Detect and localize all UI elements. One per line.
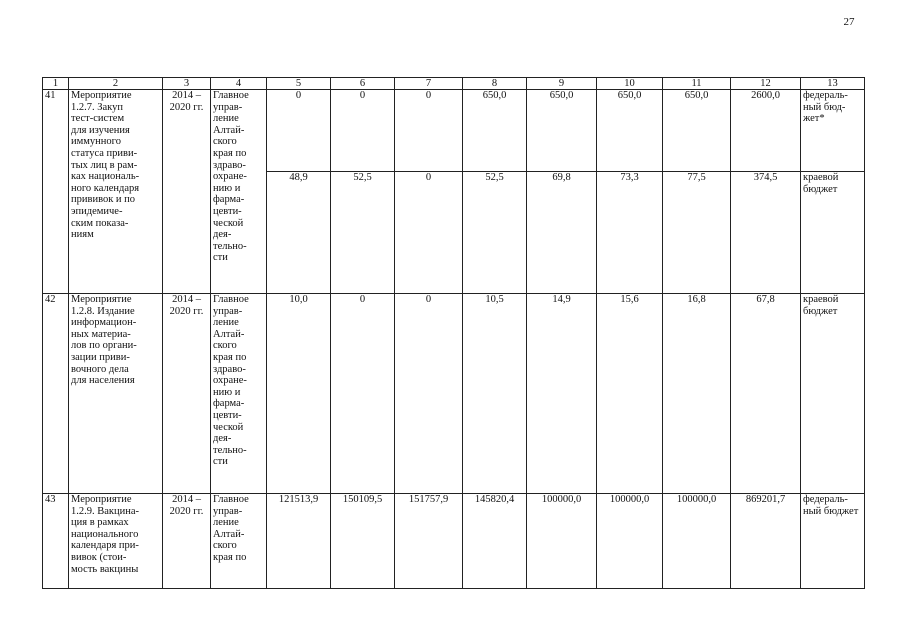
value-cell: 145820,4 <box>463 494 527 589</box>
value-cell: 52,5 <box>331 172 395 294</box>
activity-name: Мероприятие 1.2.7. Закуп тест-систем для изучения иммунного статуса приви- тых лиц в рам- ках националь- ного календаря прививок и по эпидемиче- ским показа- ниям <box>69 90 163 294</box>
value-cell: 48,9 <box>267 172 331 294</box>
executor: Главное управ- ление Алтай- ского края по здраво- охране- нию и фарма- цевти- ческой дея- тельно- сти <box>211 90 267 294</box>
table-row <box>43 90 865 172</box>
header-cell: 8 <box>463 78 527 90</box>
value-cell: 374,5 <box>731 172 801 294</box>
header-cell: 6 <box>331 78 395 90</box>
header-cell: 2 <box>69 78 163 90</box>
value-cell: 15,6 <box>597 294 663 494</box>
header-cell: 12 <box>731 78 801 90</box>
value-cell: 0 <box>395 172 463 294</box>
value-cell: 2600,0 <box>731 90 801 172</box>
funding-source: краевой бюджет <box>801 294 865 494</box>
value-cell: 650,0 <box>463 90 527 172</box>
value-cell: 16,8 <box>663 294 731 494</box>
value-cell: 121513,9 <box>267 494 331 589</box>
activity-name: Мероприятие 1.2.9. Вакцина- ция в рамках национального календаря при- вивок (стои- мость вакцины <box>69 494 163 589</box>
header-cell: 4 <box>211 78 267 90</box>
value-cell: 150109,5 <box>331 494 395 589</box>
value-cell: 650,0 <box>663 90 731 172</box>
activity-name: Мероприятие 1.2.8. Издание информацион- ных материа- лов по органи- зации приви- вочного дела для населения <box>69 294 163 494</box>
value-cell: 151757,9 <box>395 494 463 589</box>
period: 2014 – 2020 гг. <box>163 494 211 589</box>
value-cell: 100000,0 <box>527 494 597 589</box>
header-cell: 9 <box>527 78 597 90</box>
value-cell: 0 <box>331 294 395 494</box>
funding-source: краевой бюджет <box>801 172 865 294</box>
period: 2014 – 2020 гг. <box>163 90 211 294</box>
page-number: 27 <box>843 16 855 28</box>
value-cell: 0 <box>267 90 331 172</box>
value-cell: 69,8 <box>527 172 597 294</box>
header-cell: 7 <box>395 78 463 90</box>
value-cell: 10,0 <box>267 294 331 494</box>
value-cell: 52,5 <box>463 172 527 294</box>
header-cell: 10 <box>597 78 663 90</box>
value-cell: 100000,0 <box>597 494 663 589</box>
period: 2014 – 2020 гг. <box>163 294 211 494</box>
value-cell: 869201,7 <box>731 494 801 589</box>
value-cell: 650,0 <box>597 90 663 172</box>
value-cell: 0 <box>395 294 463 494</box>
header-cell: 13 <box>801 78 865 90</box>
row-number: 42 <box>43 294 69 494</box>
value-cell: 77,5 <box>663 172 731 294</box>
row-number: 41 <box>43 90 69 294</box>
value-cell: 0 <box>331 90 395 172</box>
header-row <box>43 78 865 90</box>
row-number: 43 <box>43 494 69 589</box>
header-cell: 5 <box>267 78 331 90</box>
budget-table <box>42 77 865 589</box>
value-cell: 0 <box>395 90 463 172</box>
value-cell: 14,9 <box>527 294 597 494</box>
executor: Главное управ- ление Алтай- ского края по <box>211 494 267 589</box>
value-cell: 73,3 <box>597 172 663 294</box>
header-cell: 11 <box>663 78 731 90</box>
table-row <box>43 294 865 494</box>
value-cell: 650,0 <box>527 90 597 172</box>
funding-source: федераль- ный бюджет <box>801 494 865 589</box>
funding-source: федераль- ный бюд- жет* <box>801 90 865 172</box>
value-cell: 10,5 <box>463 294 527 494</box>
header-cell: 1 <box>43 78 69 90</box>
table-row <box>43 494 865 589</box>
value-cell: 100000,0 <box>663 494 731 589</box>
value-cell: 67,8 <box>731 294 801 494</box>
executor: Главное управ- ление Алтай- ского края по здраво- охране- нию и фарма- цевти- ческой дея- тельно- сти <box>211 294 267 494</box>
header-cell: 3 <box>163 78 211 90</box>
